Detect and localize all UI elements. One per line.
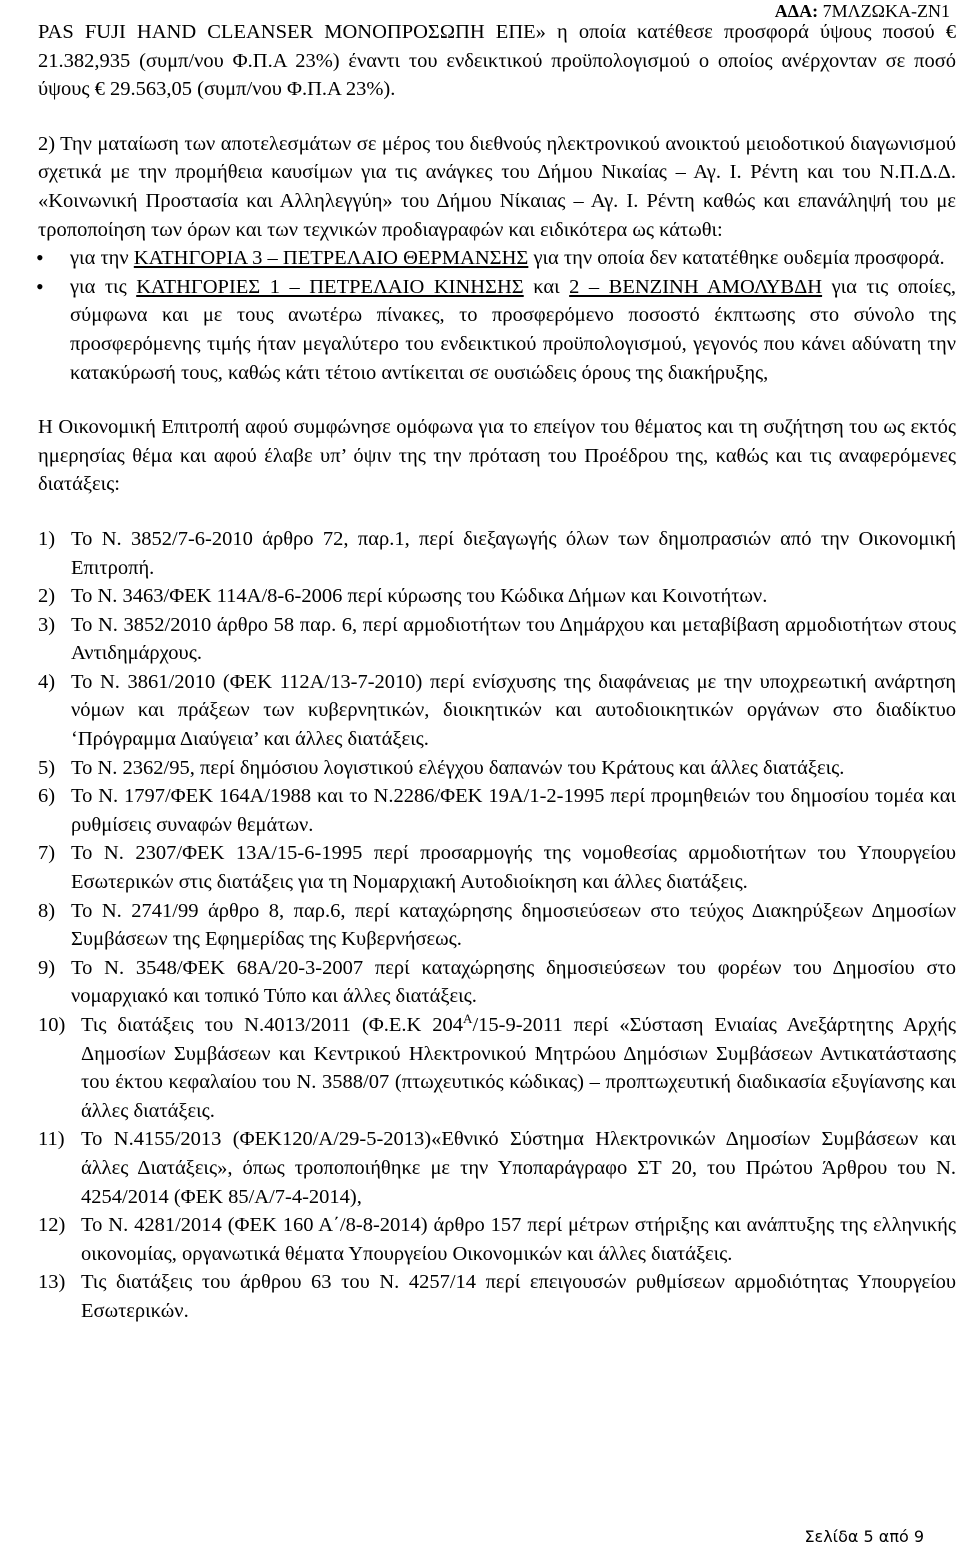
law-number: 8) <box>38 899 56 922</box>
law-text: Το Ν. 3548/ΦΕΚ 68Α/20-3-2007 περί καταχώρησης δημοσιεύσεων του φορέων του Δημοσίου στο νομαρχιακό και τοπικό Τύπο και άλλες διατάξεις. <box>71 956 956 1008</box>
intro-paragraph: PAS FUJI HAND CLEANSER ΜΟΝΟΠΡΟΣΩΠΗ ΕΠΕ» η οποία κατέθεσε προσφορά ύψους ποσού € 21.382,935 (συμπ/νου Φ.Π.Α 23%) έναντι του ενδεικτικού προϋπολογισμού ο οποίος ανέρχονταν σε ποσό ύψους € 29.563,05 (συμπ/νου Φ.Π.Α 23%). <box>38 21 956 101</box>
law-text: Το Ν. 1797/ΦΕΚ 164Α/1988 και το Ν.2286/ΦΕΚ 19Α/1-2-1995 περί προμηθειών του δημοσίου τομέα και ρυθμίσεις συναφών θεμάτων. <box>71 785 956 836</box>
law-number: 3) <box>38 613 56 636</box>
law-item <box>38 1125 956 1211</box>
law-item <box>38 754 956 783</box>
section-2-paragraph: 2) Την ματαίωση των αποτελεσμάτων σε μέρος του διεθνούς ηλεκτρονικού ανοικτού μειοδοτικού διαγωνισμού σχετικά με την προμήθεια καυσίμων για τις ανάγκες του Δήμου Νικαίας – Αγ. Ι. Ρέντη και του Ν.Π.Δ.Δ. «Κοινωνική Προστασία και Αλληλεγγύη» του Δήμου Νίκαιας – Αγ. Ι. Ρέντη καθώς και επανάληψή του με τροποποίηση των όρων και των τεχνικών προδιαγραφών και ειδικότερα ως κάτωθι: <box>38 132 956 241</box>
law-number: 1) <box>38 527 56 550</box>
conditions-list <box>38 244 956 387</box>
bullet1-post: για την οποία δεν κατατέθηκε ουδεμία προσφορά. <box>528 247 945 270</box>
law-number: 11) <box>38 1128 65 1151</box>
law-item <box>38 782 956 839</box>
category-2-underlined: 2 – ΒΕΝΖΙΝΗ ΑΜΟΛΥΒΔΗ <box>569 275 823 298</box>
law-item <box>38 839 956 896</box>
law-text: Το Ν. 3852/7-6-2010 άρθρο 72, παρ.1, περί διεξαγωγής όλων των δημοπρασιών από την Οικονομική Επιτροπή. <box>71 527 956 579</box>
bullet1-pre: για την <box>70 247 134 270</box>
law-item <box>38 1268 956 1325</box>
law-number: 9) <box>38 956 56 979</box>
legal-provisions-list <box>38 525 956 1326</box>
law-number: 12) <box>38 1214 66 1237</box>
bullet2-mid: και <box>523 275 570 298</box>
bullet2-pre: για τις <box>70 275 137 298</box>
law-text: Το Ν. 2307/ΦΕΚ 13Α/15-6-1995 περί προσαρμογής της νομοθεσίας αρμοδιοτήτων του Υπουργείου Εσωτερικών στις διατάξεις για τη Νομαρχιακή Αυτοδιοίκηση και άλλες διατάξεις. <box>71 842 956 894</box>
page-number: Σελίδα 5 από 9 <box>804 1527 924 1546</box>
law-number: 4) <box>38 670 56 693</box>
law-item <box>38 1211 956 1268</box>
categories-1-underlined: ΚΑΤΗΓΟΡΙΕΣ 1 – ΠΕΤΡΕΛΑΙΟ ΚΙΝΗΣΗΣ <box>136 275 524 298</box>
law-item <box>38 1011 956 1125</box>
law-number: 5) <box>38 756 56 779</box>
law-number: 13) <box>38 1271 66 1294</box>
law-text-post: /15-9-2011 περί «Σύσταση Ενιαίας Ανεξάρτητης Αρχής Δημοσίων Συμβάσεων και Κεντρικού Ηλεκτρονικού Μητρώου Δημόσιων Συμβάσεων Αντικατάστασης του έκτου κεφαλαίου του Ν. 3588/07 (πτωχευτικός κώδικας) – προπτωχευτική διαδικασία εξυγίανσης και άλλες διατάξεις. <box>81 1014 956 1122</box>
law-number: 7) <box>38 842 56 865</box>
law-text-pre: Τις διατάξεις του Ν.4013/2011 (Φ.Ε.Κ 204 <box>81 1014 464 1036</box>
condition-item-2 <box>38 273 956 387</box>
law-text: Το Ν. 2362/95, περί δημόσιου λογιστικού ελέγχου δαπανών του Κράτους και άλλες διατάξεις. <box>71 756 845 779</box>
ada-label: ΑΔΑ: <box>774 1 819 21</box>
law-text: Το Ν. 4281/2014 (ΦΕΚ 160 Α΄/8-8-2014) άρθρο 157 περί μέτρων στήριξης και ανάπτυξης της ελληνικής οικονομίας, οργανωτικά θέματα Υπουργείου Οικονομικών και άλλες διατάξεις. <box>81 1214 956 1265</box>
law-number: 2) <box>38 585 56 608</box>
law-item <box>38 611 956 668</box>
law-number: 6) <box>38 785 56 808</box>
law-item <box>38 668 956 754</box>
committee-paragraph: Η Οικονομική Επιτροπή αφού συμφώνησε ομόφωνα για το επείγον του θέματος και τη συζήτηση του ως εκτός ημερησίας θέμα και αφού έλαβε υπ’ όψιν της την πρόταση του Προέδρου της, καθώς και τις αναφερόμενες διατάξεις: <box>38 416 956 496</box>
law-item <box>38 954 956 1011</box>
bullet2-post: για τις οποίες, σύμφωνα και με τους ανωτέρω πίνακες, το προσφερόμενο ποσοστό έκπτωσης στο σύνολο της προσφερόμενης τιμής ήταν μεγαλύτερο του ενδεικτικού προϋπολογισμού, γεγονός που κάνει αδύνατη την κατακύρωσή τους, καθώς κάτι τέτοιο αντίκειται σε ουσιώδεις όρους της διακήρυξης, <box>70 275 956 384</box>
law-item <box>38 525 956 582</box>
law-text: Τις διατάξεις του άρθρου 63 του Ν. 4257/14 περί επειγουσών ρυθμίσεων αρμοδιότητας Υπουργείου Εσωτερικών. <box>81 1271 956 1322</box>
category-3-underlined: ΚΑΤΗΓΟΡΙΑ 3 – ΠΕΤΡΕΛΑΙΟ ΘΕΡΜΑΝΣΗΣ <box>133 247 529 270</box>
document-body <box>38 18 956 1326</box>
law-item <box>38 582 956 611</box>
law-superscript: Α <box>463 1011 473 1027</box>
law-number: 10) <box>38 1014 66 1036</box>
law-text: Το Ν. 3852/2010 άρθρο 58 παρ. 6, περί αρμοδιοτήτων του Δημάρχου και μεταβίβαση αρμοδιοτήτων στους Αντιδημάρχους. <box>71 613 956 665</box>
condition-item-1 <box>38 244 956 273</box>
law-text: Το Ν. 3463/ΦΕΚ 114Α/8-6-2006 περί κύρωσης του Κώδικα Δήμων και Κοινοτήτων. <box>71 585 768 608</box>
ada-code: 7ΜΛΖΩΚΑ-ΖΝ1 <box>822 1 950 21</box>
law-text: Το Ν.4155/2013 (ΦΕΚ120/Α/29-5-2013)«Εθνικό Σύστημα Ηλεκτρονικών Δημοσίων Συμβάσεων και άλλες Διατάξεις», όπως τροποποιήθηκε με την Υποπαράγραφο ΣΤ 20, του Πρώτου Άρθρου του Ν. 4254/2014 (ΦΕΚ 85/Α/7-4-2014), <box>81 1128 956 1208</box>
law-text: Το Ν. 2741/99 άρθρο 8, παρ.6, περί καταχώρησης δημοσιεύσεων στο τεύχος Διακηρύξεων Δημοσίων Συμβάσεων της Εφημερίδας της Κυβερνήσεως. <box>71 899 956 951</box>
law-item <box>38 897 956 954</box>
law-text: Το Ν. 3861/2010 (ΦΕΚ 112Α/13-7-2010) περί ενίσχυσης της διαφάνειας με την υποχρεωτική ανάρτηση νόμων και πράξεων των κυβερνητικών, διοικητικών και αυτοδιοικητικών οργάνων στο διαδίκτυο ‘Πρόγραμμα Διαύγεια’ και άλλες διατάξεις. <box>71 670 956 751</box>
